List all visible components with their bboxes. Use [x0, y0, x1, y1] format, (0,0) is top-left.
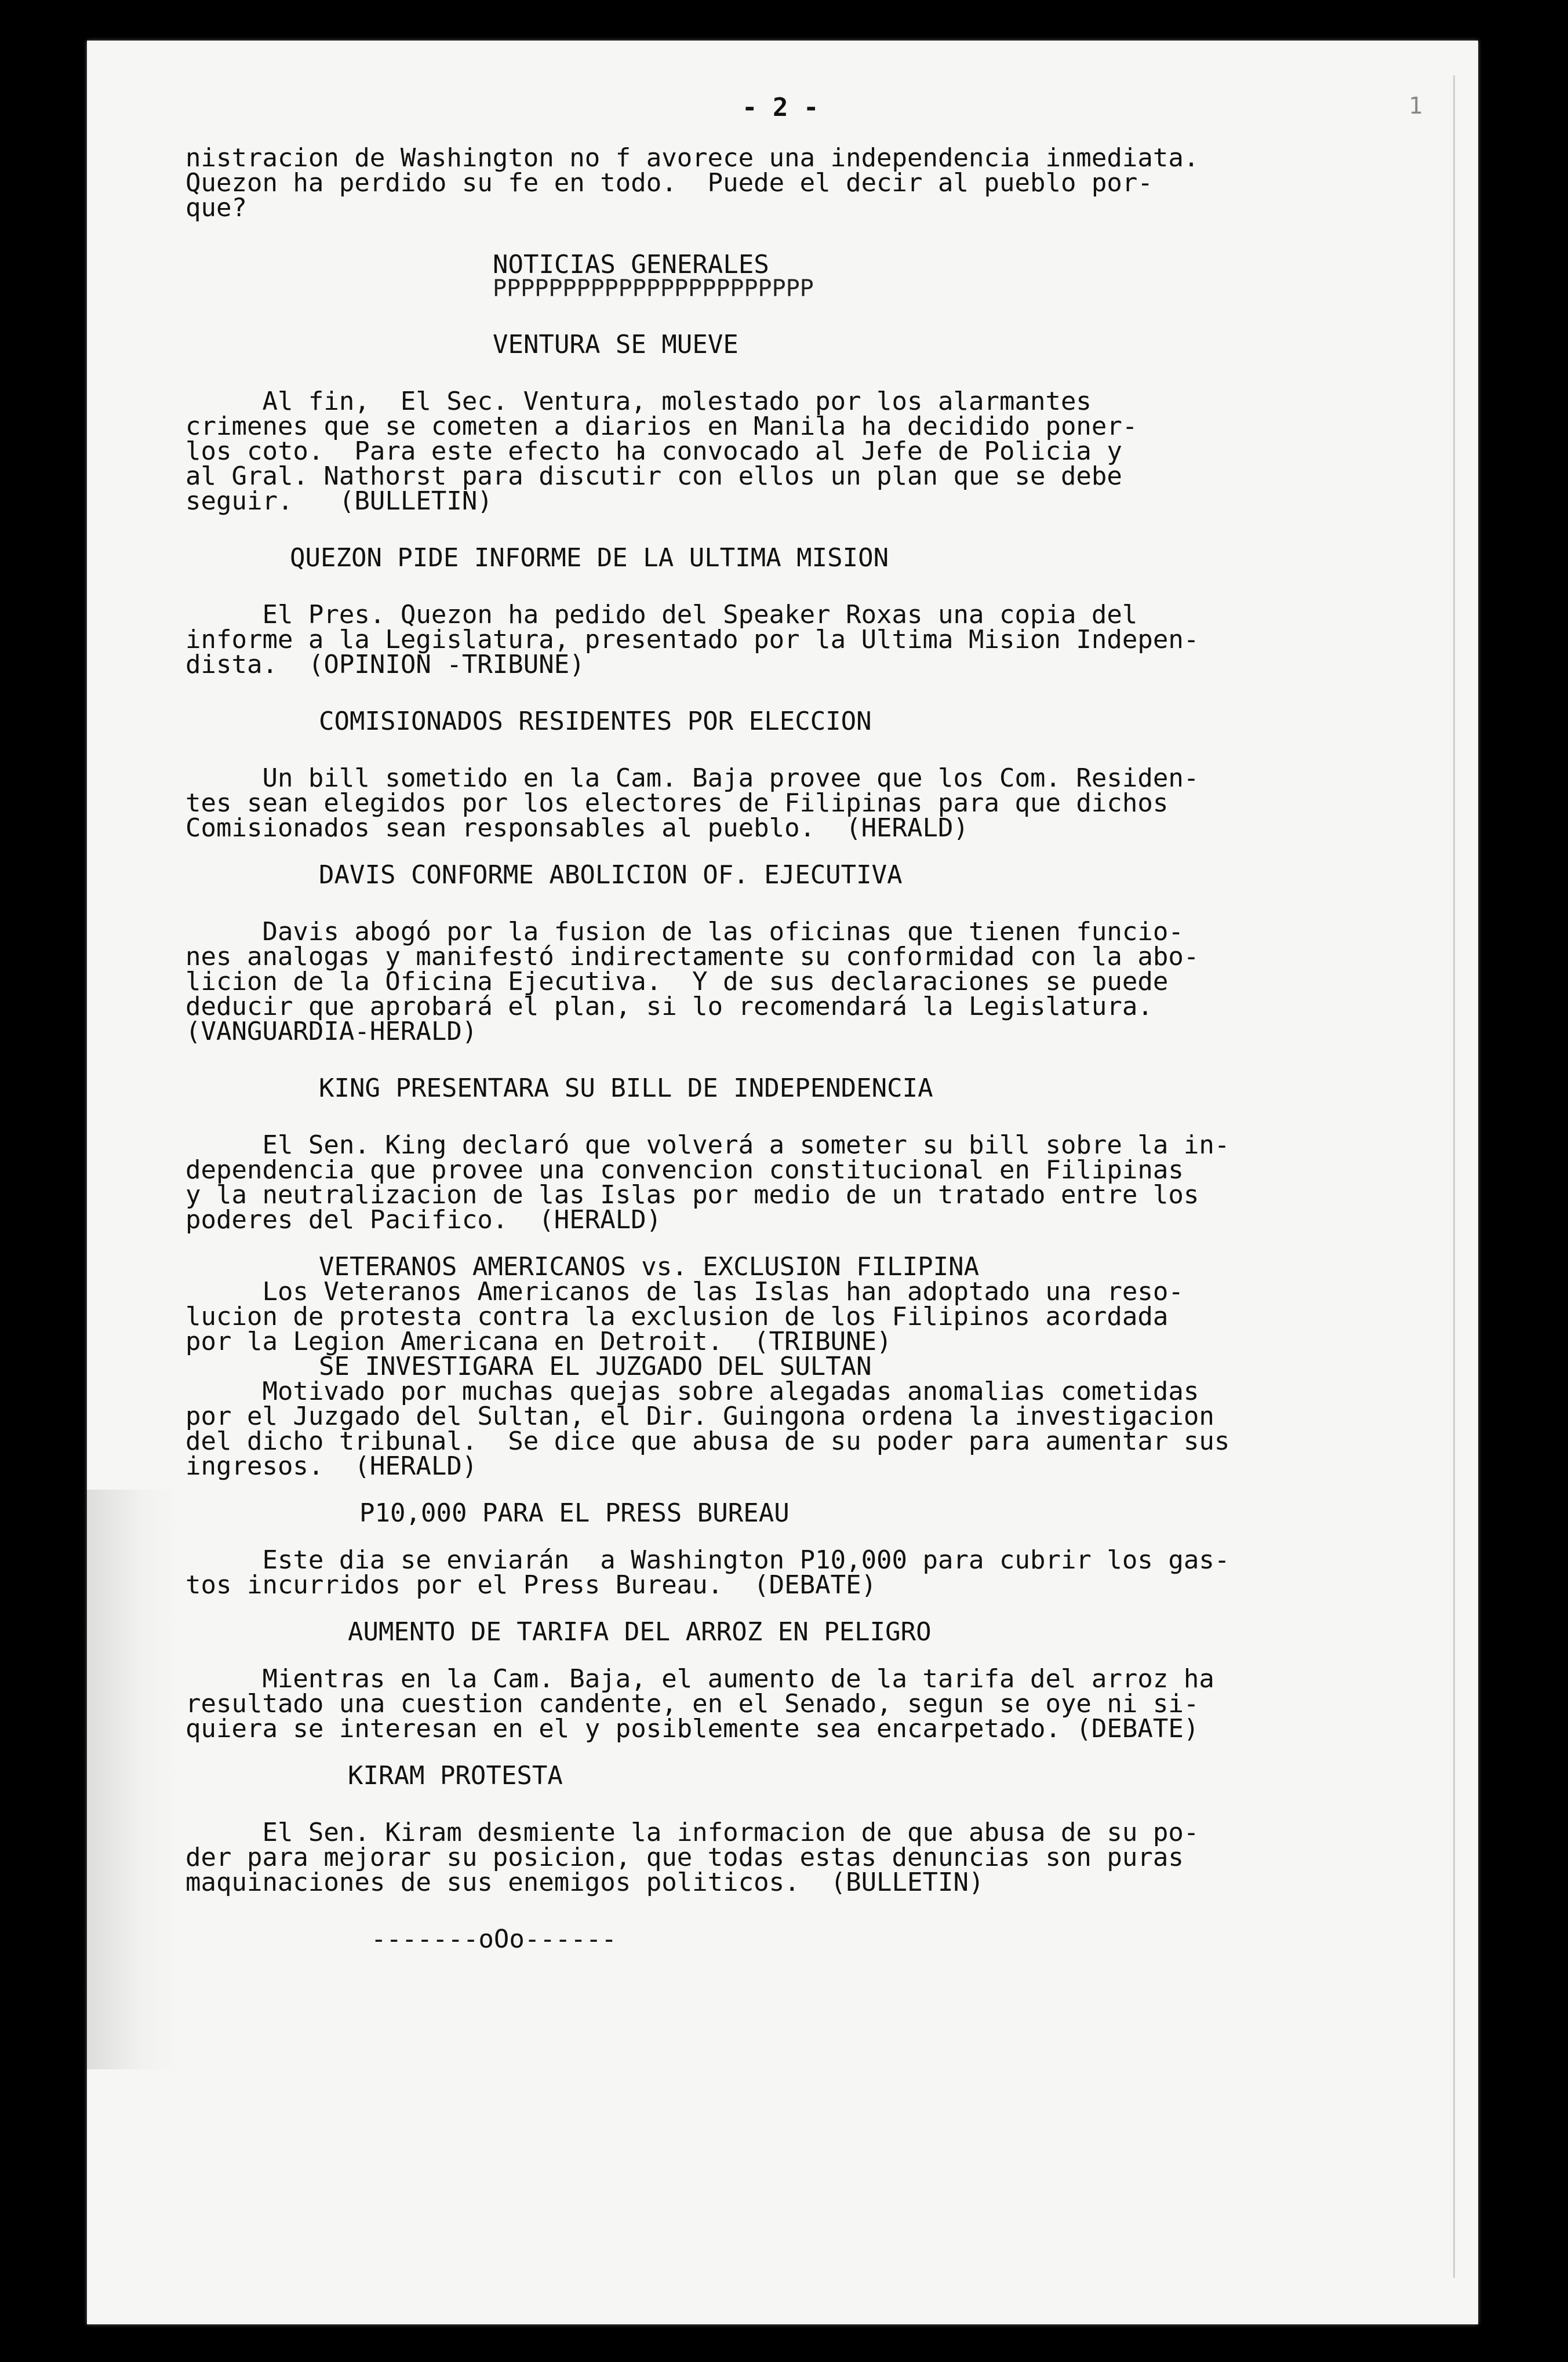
article-line: Mientras en la Cam. Baja, el aumento de la tarifa del arroz ha — [185, 1664, 1214, 1694]
article-line: Davis abogó por la fusion de las oficinas que tienen funcio- — [185, 917, 1184, 947]
article-heading: AUMENTO DE TARIFA DEL ARROZ EN PELIGRO — [348, 1617, 932, 1647]
article-body — [185, 1545, 1432, 1600]
article-heading: COMISIONADOS RESIDENTES POR ELECCION — [319, 707, 872, 736]
article-line: deducir que aprobará el plan, si lo recomendará la Legislatura. — [185, 992, 1153, 1021]
article-line: poderes del Pacifico. (HERALD) — [185, 1205, 662, 1235]
article-line: Un bill sometido en la Cam. Baja provee que los Com. Residen- — [185, 763, 1199, 793]
article-line: licion de la Oficina Ejecutiva. Y de sus declaraciones se puede — [185, 967, 1169, 996]
article-heading: VENTURA SE MUEVE — [493, 330, 738, 359]
page-edge — [1453, 75, 1455, 2278]
article-line: der para mejorar su posicion, que todas estas denuncias son puras — [185, 1843, 1184, 1872]
article-line: Los Veteranos Americanos de las Islas han adoptado una reso- — [185, 1277, 1184, 1306]
article-line: lucion de protesta contra la exclusion de los Filipinos acordada — [185, 1302, 1169, 1331]
article-line: (VANGUARDIA-HERALD) — [185, 1017, 478, 1046]
article-heading: VETERANOS AMERICANOS vs. EXCLUSION FILIPINA — [319, 1252, 980, 1282]
section-underline: PPPPPPPPPPPPPPPPPPPPPPP — [493, 275, 814, 302]
article-line: tos incurridos por el Press Bureau. (DEBATE) — [185, 1570, 877, 1600]
article-line: ingresos. (HERALD) — [185, 1451, 478, 1481]
page-number: - 2 - — [742, 93, 819, 122]
article-line: nes analogas y manifestó indirectamente su conformidad con la abo- — [185, 942, 1199, 971]
article-heading: DAVIS CONFORME ABOLICION OF. EJECUTIVA — [319, 860, 903, 890]
article-heading: QUEZON PIDE INFORME DE LA ULTIMA MISION — [290, 543, 889, 573]
article-line: informe a la Legislatura, presentado por la Ultima Mision Indepen- — [185, 625, 1199, 654]
article-line: del dicho tribunal. Se dice que abusa de su poder para aumentar sus — [185, 1426, 1230, 1456]
article-line: crimenes que se cometen a diarios en Manila ha decidido poner- — [185, 412, 1138, 441]
intro-line: Quezon ha perdido su fe en todo. Puede el decir al pueblo por- — [185, 168, 1153, 198]
article-line: Este dia se enviarán a Washington P10,000 para cubrir los gas- — [185, 1545, 1230, 1575]
article-heading: KIRAM PROTESTA — [348, 1761, 563, 1790]
article-line: dependencia que provee una convencion constitucional en Filipinas — [185, 1155, 1184, 1185]
article-line: El Sen. King declaró que volverá a someter su bill sobre la in- — [185, 1130, 1230, 1160]
paper-crease — [87, 1490, 180, 2069]
article-body — [185, 1820, 1432, 1895]
article-body — [185, 763, 1432, 843]
article-line: tes sean elegidos por los electores de Filipinas para que dichos — [185, 788, 1169, 818]
article-line: El Sen. Kiram desmiente la informacion de que abusa de su po- — [185, 1818, 1199, 1847]
article-body — [185, 919, 1432, 1044]
section-title: NOTICIAS GENERALES — [493, 250, 769, 279]
article-line: seguir. (BULLETIN) — [185, 486, 493, 516]
document-content — [185, 93, 1432, 1952]
article-line: El Pres. Quezon ha pedido del Speaker Roxas una copia del — [185, 600, 1138, 629]
article-heading: P10,000 PARA EL PRESS BUREAU — [359, 1498, 790, 1528]
article-line: dista. (OPINION -TRIBUNE) — [185, 650, 585, 679]
article-heading: SE INVESTIGARA EL JUZGADO DEL SULTAN — [319, 1352, 872, 1381]
article-line: Motivado por muchas quejas sobre alegadas anomalias cometidas — [185, 1377, 1199, 1406]
article-body — [185, 1279, 1432, 1354]
article-line: los coto. Para este efecto ha convocado al Jefe de Policia y — [185, 436, 1122, 466]
article-line: por la Legion Americana en Detroit. (TRIBUNE) — [185, 1327, 892, 1356]
intro-line: que? — [185, 193, 247, 223]
article-line: y la neutralizacion de las Islas por medio de un tratado entre los — [185, 1180, 1199, 1210]
article-line: maquinaciones de sus enemigos politicos. (BULLETIN) — [185, 1868, 984, 1897]
article-heading: KING PRESENTARA SU BILL DE INDEPENDENCIA — [319, 1073, 933, 1103]
end-divider: -------oOo------ — [371, 1924, 617, 1954]
article-body — [185, 389, 1432, 514]
article-body — [185, 1130, 1432, 1235]
article-line: al Gral. Nathorst para discutir con ellos un plan que se debe — [185, 461, 1122, 491]
corner-pencil-mark: 1 — [1409, 93, 1423, 119]
article-line: por el Juzgado del Sultan, el Dir. Guingona ordena la investigacion — [185, 1402, 1214, 1431]
article-line: Al fin, El Sec. Ventura, molestado por los alarmantes — [185, 387, 1092, 416]
article-body — [185, 1379, 1432, 1479]
article-body — [185, 602, 1432, 677]
intro-paragraph — [185, 143, 1432, 223]
article-line: quiera se interesan en el y posiblemente sea encarpetado. (DEBATE) — [185, 1714, 1199, 1744]
article-line: resultado una cuestion candente, en el Senado, segun se oye ni si- — [185, 1689, 1199, 1719]
article-body — [185, 1664, 1432, 1744]
intro-line: nistracion de Washington no f avorece una independencia inmediata. — [185, 143, 1199, 173]
article-line: Comisionados sean responsables al pueblo. (HERALD) — [185, 813, 969, 843]
